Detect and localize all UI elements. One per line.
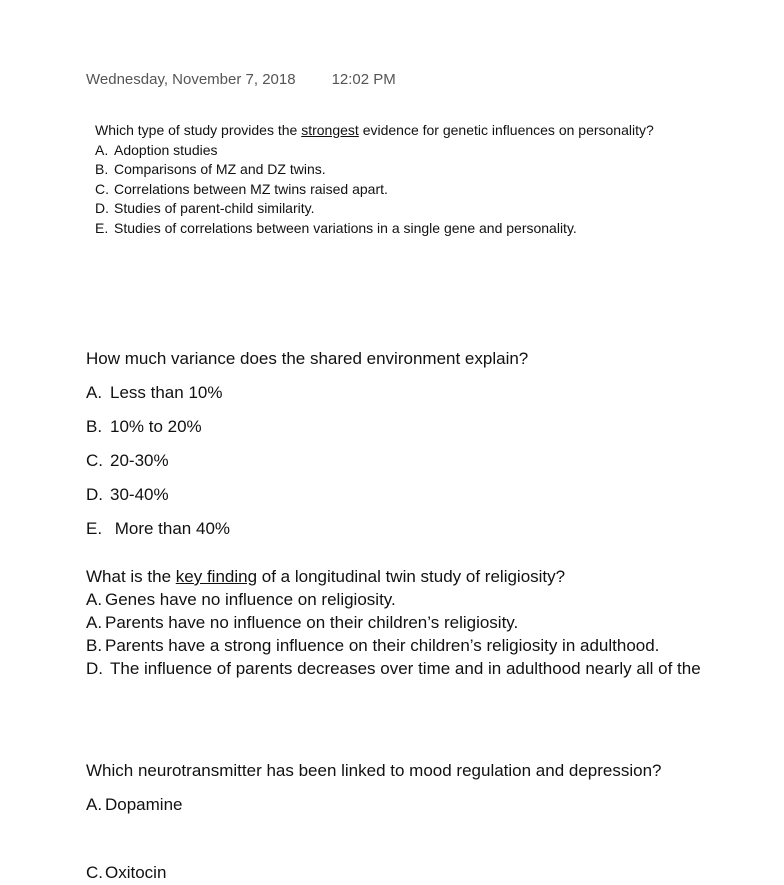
option-e: E. Studies of correlations between variations in a single gene and personality. — [95, 219, 577, 236]
option-a-1: A. Genes have no influence on religiosity. — [86, 590, 396, 609]
question-3-options — [86, 588, 701, 680]
option-e: E. More than 40% — [86, 519, 231, 538]
note-time: 12:02 PM — [331, 71, 396, 88]
option-b: B. Parents have a strong influence on their children’s religiosity in adulthood. — [86, 636, 660, 655]
question-1-stem: Which type of study provides the strongest evidence for genetic influences on personality? — [95, 122, 654, 138]
underlined-word: strongest — [301, 122, 359, 138]
option-b: B. 10% to 20% — [86, 417, 202, 436]
question-2-stem: How much variance does the shared environment explain? — [86, 349, 529, 368]
option-d: D. Studies of parent-child similarity. — [95, 200, 315, 216]
question-3 — [86, 565, 701, 680]
question-4 — [86, 759, 662, 882]
option-a: A. Less than 10% — [86, 383, 223, 402]
question-2 — [86, 347, 528, 551]
option-d: D. 30-40% — [86, 485, 169, 504]
option-c: C. Correlations between MZ twins raised apart. — [95, 180, 388, 197]
option-a: A. Adoption studies — [95, 141, 218, 158]
option-a-2: A. Parents have no influence on their children’s religiosity. — [86, 613, 519, 632]
option-b: B. Comparisons of MZ and DZ twins. — [95, 161, 326, 177]
underlined-phrase: key finding — [175, 567, 258, 586]
option-c: C. 20-30% — [86, 451, 169, 470]
question-1-options — [95, 141, 654, 239]
question-4-stem: Which neurotransmitter has been linked to mood regulation and depression? — [86, 761, 662, 780]
question-2-options — [86, 381, 528, 551]
option-c: C. Oxitocin — [86, 863, 167, 882]
note-date: Wednesday, November 7, 2018 — [86, 71, 296, 88]
option-a: A. Dopamine — [86, 795, 183, 814]
note-timestamp — [86, 71, 396, 88]
question-3-stem: What is the key finding of a longitudinal twin study of religiosity? — [86, 567, 566, 586]
option-d: D. The influence of parents decreases over time and in adulthood nearly all of the — [86, 659, 701, 678]
question-1 — [95, 121, 654, 238]
